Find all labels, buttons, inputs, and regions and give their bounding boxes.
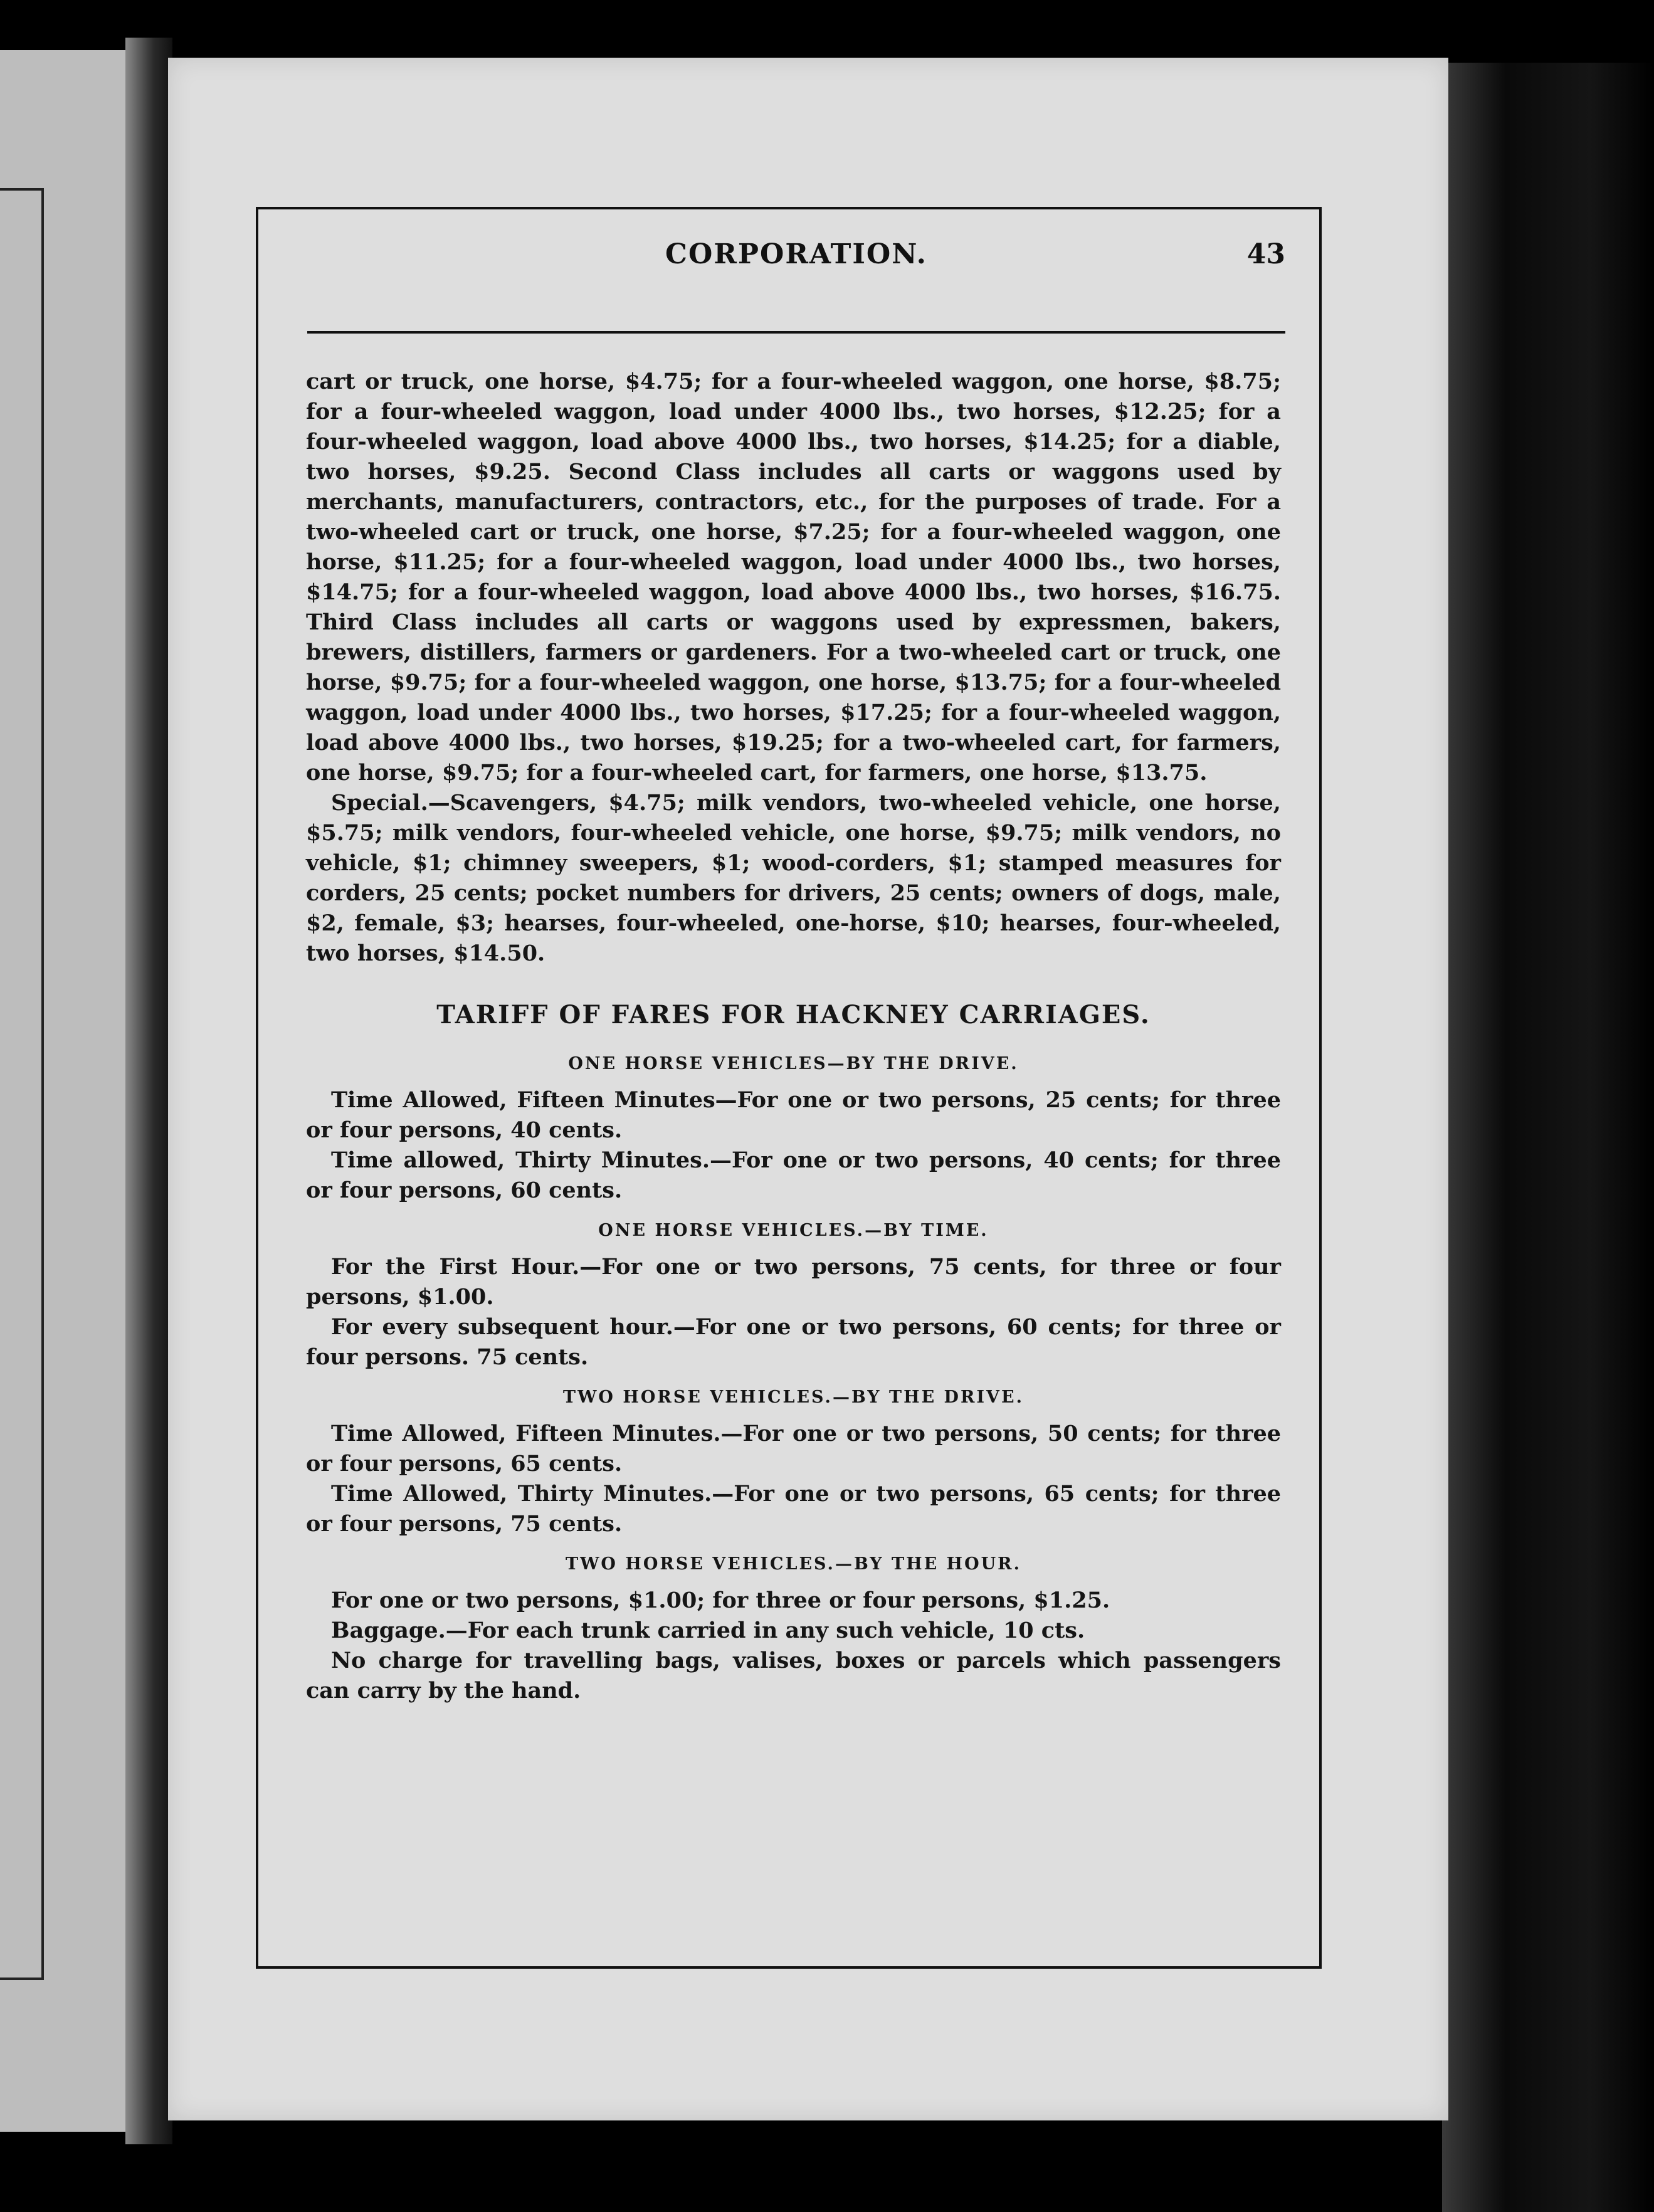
tariff-line: For every subsequent hour.—For one or two persons, 60 cents; for three or four persons. 75 cents. [306, 1314, 1281, 1370]
page-header [307, 238, 1285, 288]
section-subheading: ONE HORSE VEHICLES—BY THE DRIVE. [568, 1054, 1019, 1073]
tariff-line: For one or two persons, $1.00; for three or four persons, $1.25. [331, 1588, 1110, 1613]
tariff-line: Baggage.—For each trunk carried in any such vehicle, 10 cts. [331, 1618, 1085, 1643]
tariff-line: Time Allowed, Thirty Minutes.—For one or two persons, 65 cents; for three or four persons, 75 cents. [306, 1481, 1281, 1537]
section-subheading: ONE HORSE VEHICLES.—BY TIME. [598, 1221, 989, 1240]
tariff-line: Time Allowed, Fifteen Minutes.—For one or two persons, 50 cents; for three or four persons, 65 cents. [306, 1421, 1281, 1477]
tariff-line: For the First Hour.—For one or two persons, 75 cents, for three or four persons, $1.00. [306, 1254, 1281, 1310]
book-gutter [125, 38, 172, 2144]
page-edge-shadow [1442, 63, 1654, 2212]
page-content [306, 367, 1281, 1706]
tariff-line: Time allowed, Thirty Minutes.—For one or two persons, 40 cents; for three or four persons, 60 cents. [306, 1147, 1281, 1203]
tariff-heading: TARIFF OF FARES FOR HACKNEY CARRIAGES. [436, 1000, 1151, 1030]
tariff-line: No charge for travelling bags, valises, boxes or parcels which passengers can carry by the hand. [306, 1648, 1281, 1704]
page-number: 43 [1246, 238, 1285, 270]
running-title: CORPORATION. [665, 238, 927, 270]
body-paragraph: cart or truck, one horse, $4.75; for a four-wheeled waggon, one horse, $8.75; for a four-wheeled waggon, load under 4000 lbs., two horses, $12.25; for a four-wheeled waggon, load above 4000 lbs., two horses, $14.25; for a diable, two horses, $9.25. Second Class includes all carts or waggons used by merchants, manufacturers, contractors, etc., for the purposes of trade. For a two-wheeled cart or truck, one horse, $7.25; for a four-wheeled waggon, one horse, $11.25; for a four-wheeled waggon, load under 4000 lbs., two horses, $14.75; for a four-wheeled waggon, load above 4000 lbs., two horses, $16.75. Third Class includes all carts or waggons used by expressmen, bakers, brewers, distillers, farmers or gardeners. For a two-wheeled cart or truck, one horse, $9.75; for a four-wheeled waggon, one horse, $13.75; for a four-wheeled waggon, load under 4000 lbs., two horses, $17.25; for a four-wheeled waggon, load above 4000 lbs., two horses, $19.25; for a two-wheeled cart, for farmers, one horse, $9.75; for a four-wheeled cart, for farmers, one horse, $13.75. [306, 369, 1281, 786]
section-subheading: TWO HORSE VEHICLES.—BY THE HOUR. [566, 1554, 1021, 1574]
tariff-line: Time Allowed, Fifteen Minutes—For one or two persons, 25 cents; for three or four persons, 40 cents. [306, 1087, 1281, 1143]
adjacent-page-frame [0, 188, 44, 1980]
section-subheading: TWO HORSE VEHICLES.—BY THE DRIVE. [563, 1388, 1024, 1407]
header-rule [307, 331, 1285, 334]
body-paragraph: Special.—Scavengers, $4.75; milk vendors, two-wheeled vehicle, one horse, $5.75; milk vendors, four-wheeled vehicle, one horse, $9.75; milk vendors, no vehicle, $1; chimney sweepers, $1; wood-corders, $1; stamped measures for corders, 25 cents; pocket numbers for drivers, 25 cents; owners of dogs, male, $2, female, $3; hearses, four-wheeled, one-horse, $10; hearses, four-wheeled, two horses, $14.50. [306, 790, 1281, 966]
